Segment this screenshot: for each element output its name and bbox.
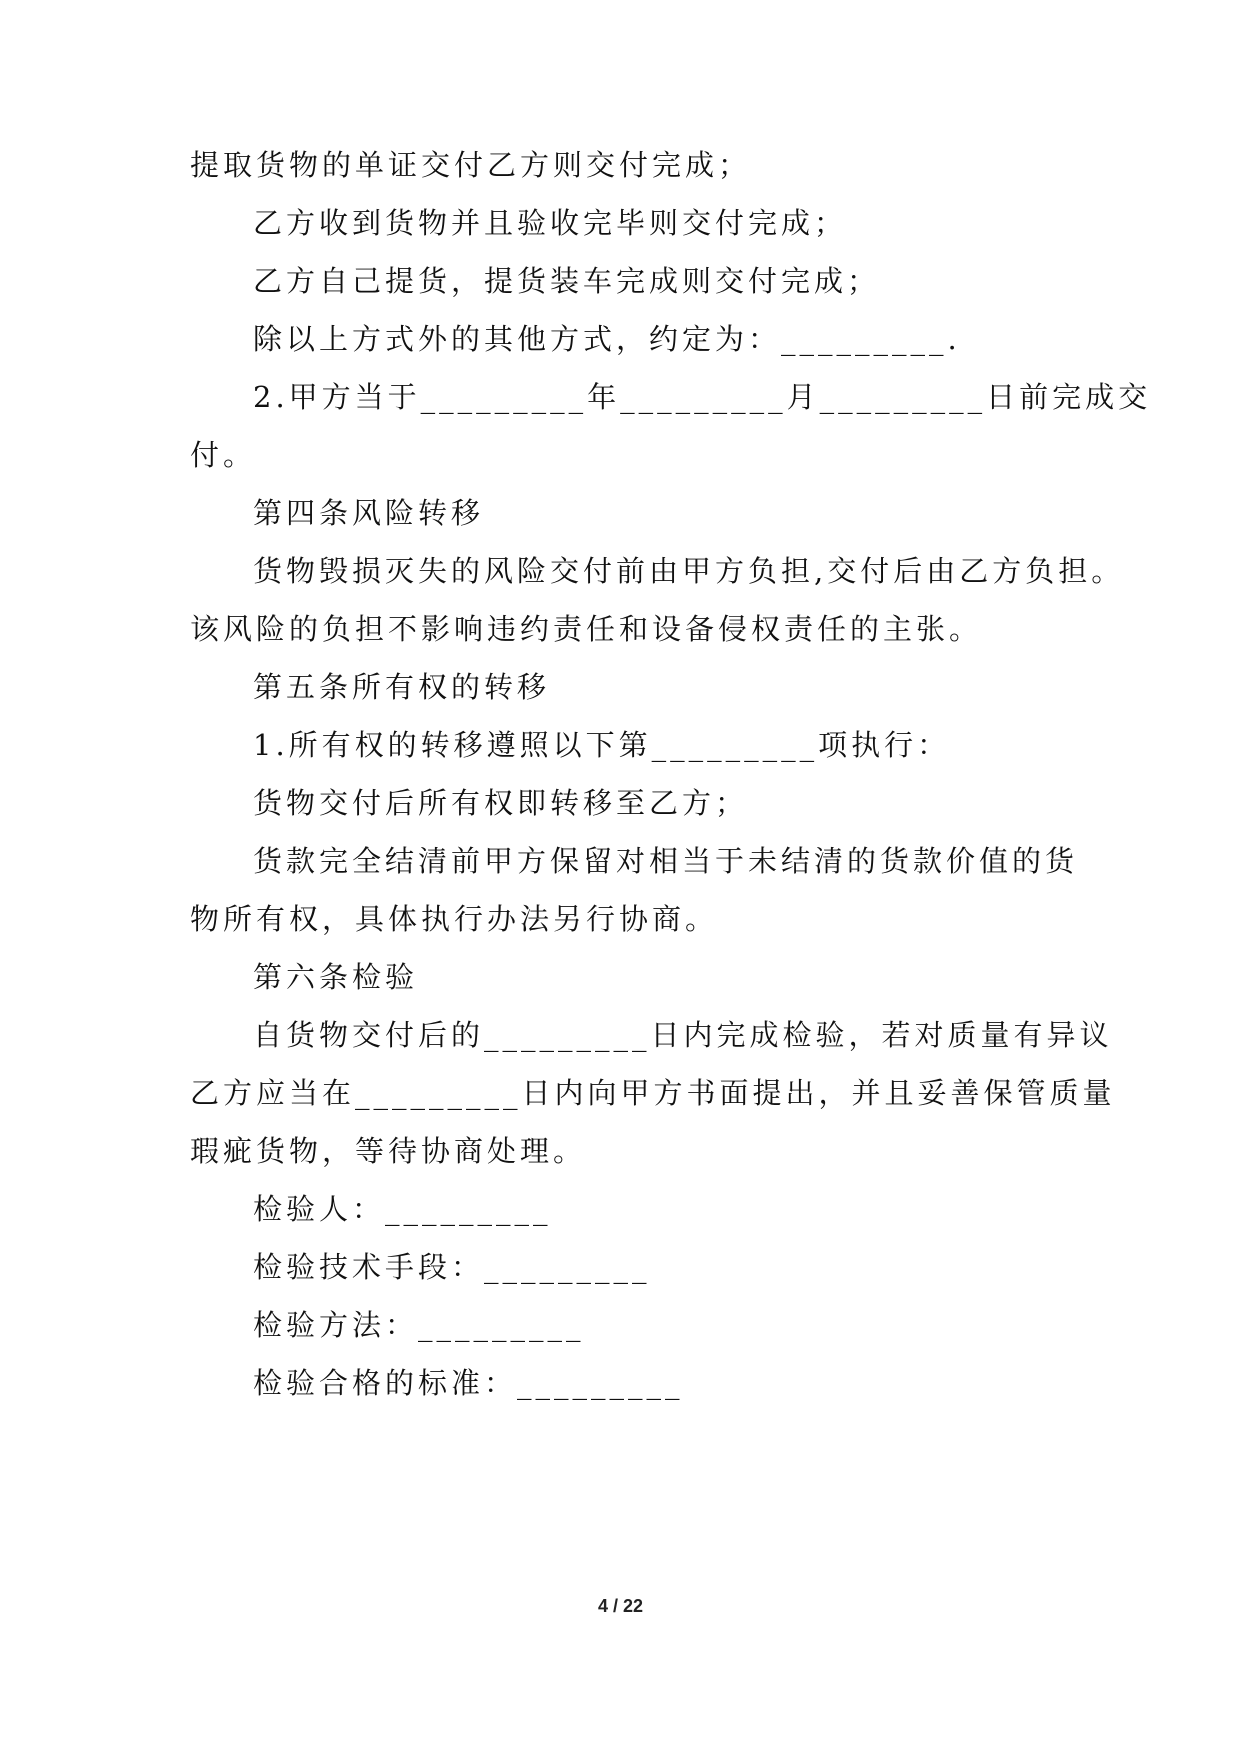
page-number: 4 / 22 [597, 1596, 644, 1616]
text-line: 2.甲方当于_________年_________月_________日前完成交 [253, 380, 1152, 414]
text-line: 该风险的负担不影响违约责任和设备侵权责任的主张。 [190, 612, 983, 646]
text-line: 检验技术手段：_________ [253, 1250, 651, 1284]
text-line: 检验人：_________ [253, 1192, 552, 1226]
text-line: 检验合格的标准：_________ [253, 1366, 684, 1400]
text-line: 瑕疵货物，等待协商处理。 [190, 1134, 587, 1168]
text-line: 1.所有权的转移遵照以下第_________项执行： [253, 728, 951, 762]
text-line: 物所有权，具体执行办法另行协商。 [190, 902, 719, 936]
text-line: 乙方收到货物并且验收完毕则交付完成； [253, 206, 848, 240]
section-heading: 第六条检验 [253, 960, 419, 994]
text-line: 乙方自己提货，提货装车完成则交付完成； [253, 264, 881, 298]
text-line: 除以上方式外的其他方式，约定为：_________. [253, 322, 961, 356]
section-heading: 第五条所有权的转移 [253, 670, 551, 704]
text-line: 货物交付后所有权即转移至乙方； [253, 786, 749, 820]
text-line: 付。 [190, 438, 257, 472]
text-line: 货物毁损灭失的风险交付前由甲方负担,交付后由乙方负担。 [253, 554, 1125, 588]
text-line: 提取货物的单证交付乙方则交付完成； [190, 148, 752, 182]
text-line: 自货物交付后的_________日内完成检验，若对质量有异议 [253, 1018, 1113, 1052]
text-line: 检验方法：_________ [253, 1308, 585, 1342]
text-line: 乙方应当在_________日内向甲方书面提出，并且妥善保管质量 [190, 1076, 1116, 1110]
section-heading: 第四条风险转移 [253, 496, 485, 530]
text-line: 货款完全结清前甲方保留对相当于未结清的货款价值的货 [253, 844, 1079, 878]
